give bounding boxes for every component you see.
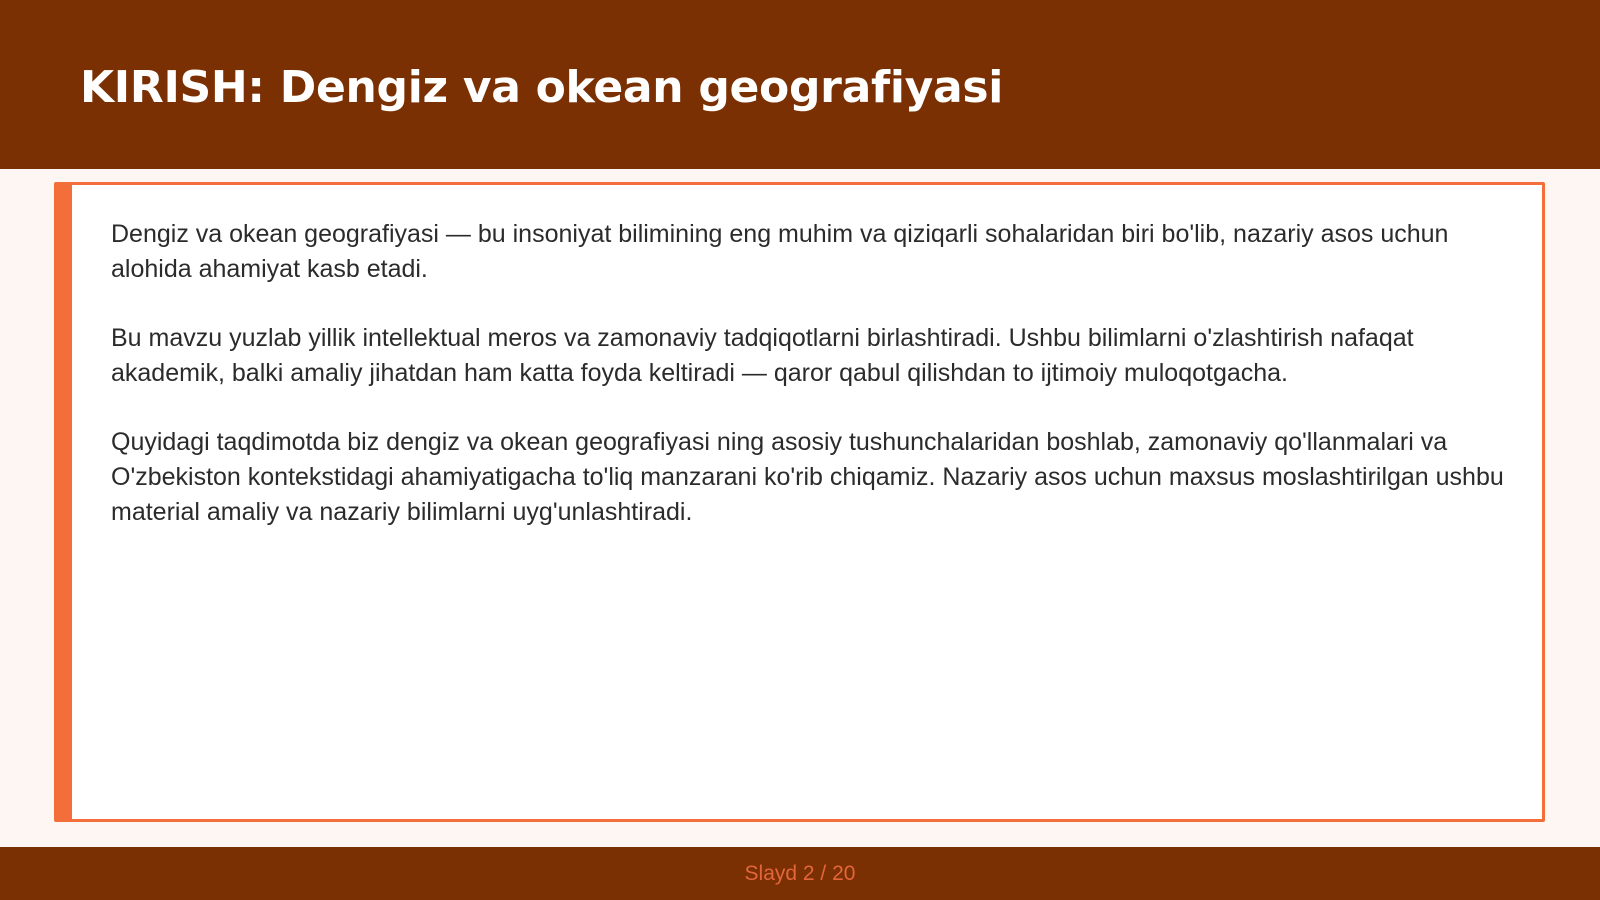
slide-footer (0, 847, 1600, 900)
content-text (111, 217, 1506, 564)
slide-number: Slayd 2 / 20 (744, 862, 856, 885)
paragraph-intro: Dengiz va okean geografiyasi — bu insoniyat bilimining eng muhim va qiziqarli sohalaridan biri bo'lib, nazariy asos uchun alohida ahamiyat kasb etadi. (111, 220, 1449, 283)
paragraph-overview: Quyidagi taqdimotda biz dengiz va okean geografiyasi ning asosiy tushunchalaridan boshlab, zamonaviy qo'llanmalari va O'zbekiston kontekstidagi ahamiyatigacha to'liq manzarani ko'rib chiqamiz. Nazariy asos uchun maxsus moslashtirilgan ushbu material amaliy va nazariy bilimlarni uyg'unlashtiradi. (111, 428, 1504, 526)
content-panel (54, 182, 1545, 822)
slide-title: KIRISH: Dengiz va okean geografiyasi (80, 62, 1004, 113)
paragraph-heritage: Bu mavzu yuzlab yillik intellektual meros va zamonaviy tadqiqotlarni birlashtiradi. Ushbu bilimlarni o'zlashtirish nafaqat akademik, balki amaliy jihatdan ham katta foyda keltiradi — qaror qabul qilishdan to ijtimoiy muloqotgacha. (111, 324, 1414, 387)
slide-header (0, 0, 1600, 169)
